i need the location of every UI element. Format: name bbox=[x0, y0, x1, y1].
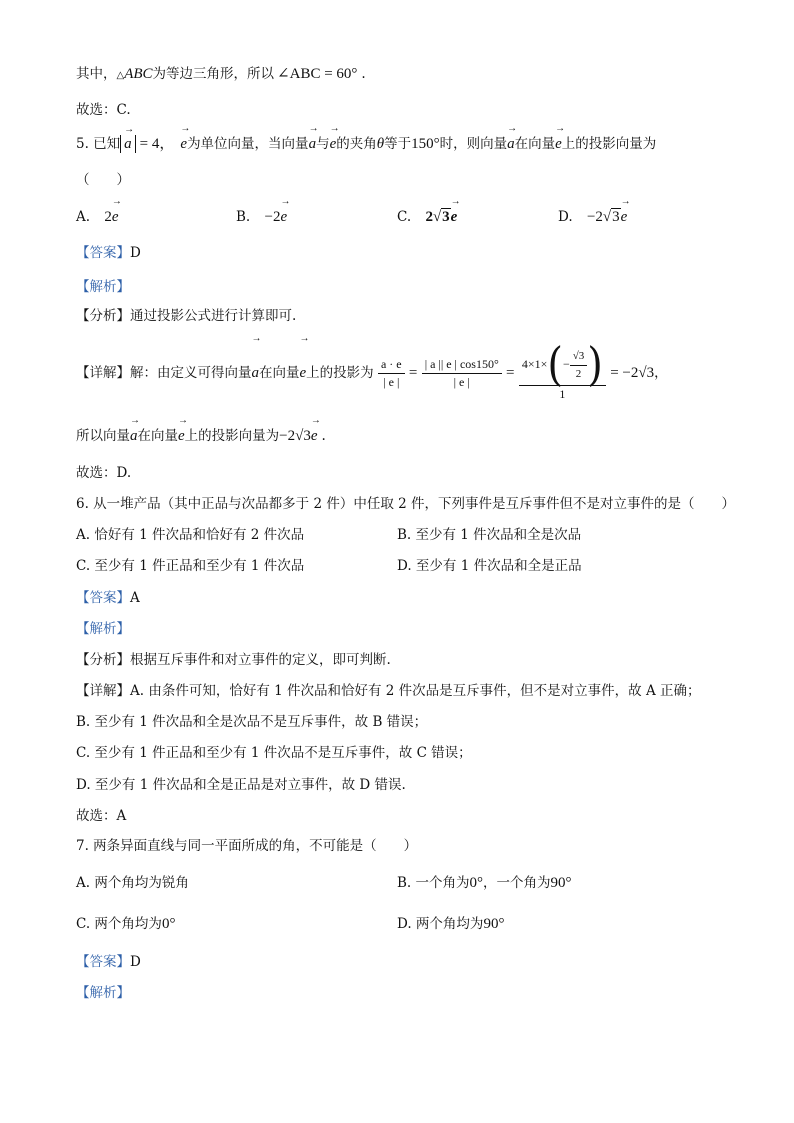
analysis-tag: 【解析】 bbox=[76, 985, 130, 1001]
text: 与 bbox=[316, 136, 330, 152]
q5-option-b bbox=[236, 207, 287, 227]
fraction-3 bbox=[519, 338, 606, 403]
text: 的夹角 bbox=[336, 136, 377, 152]
option-label: C. bbox=[397, 209, 412, 225]
text: 在向量 bbox=[514, 136, 556, 152]
q7-answer bbox=[76, 952, 141, 972]
fraction-1 bbox=[378, 356, 405, 391]
vector-a: → a bbox=[309, 134, 317, 154]
vector-a: → a bbox=[507, 134, 515, 154]
q6-detail-3: C. 至少有 1 件正品和至少有 1 件次品不是互斥事件，故 C 错误； bbox=[76, 745, 472, 761]
analysis-tag: 【解析】 bbox=[76, 279, 130, 295]
option-label: A. bbox=[76, 209, 91, 225]
vector-e: → e bbox=[311, 426, 318, 446]
coef: −2 bbox=[586, 209, 603, 225]
coef: 2 bbox=[425, 209, 433, 225]
math-90deg: 90° bbox=[550, 875, 572, 891]
vector-e: → e bbox=[555, 134, 562, 154]
detail-tag: 【详解】 bbox=[76, 365, 130, 382]
text: B. 一个角为 bbox=[397, 875, 470, 891]
q5-stem bbox=[76, 134, 656, 154]
q6-stem: 6. 从一堆产品（其中正品与次品都多于 2 件）中任取 2 件，下列事件是互斥事件但不是对立事件的是（ ） bbox=[76, 496, 736, 512]
conclusion-value: −2√3 bbox=[279, 428, 311, 444]
vector-e: → e bbox=[621, 207, 628, 227]
math-abc: ABC bbox=[124, 66, 153, 82]
q5-analysis bbox=[76, 277, 130, 297]
math-theta: θ bbox=[376, 136, 385, 152]
text: 上的投影向量为 bbox=[561, 136, 657, 152]
vector-a: → a bbox=[130, 426, 138, 446]
answer-tag: 【答案】 bbox=[76, 245, 130, 261]
text: 时，则向量 bbox=[439, 136, 508, 152]
q5-option-c: C. 2√3→ e bbox=[397, 207, 457, 227]
math-0deg: 0° bbox=[469, 875, 484, 891]
q7-analysis bbox=[76, 983, 130, 1003]
inner-numerator: √3 bbox=[570, 348, 588, 366]
text: 解：由定义可得向量 bbox=[130, 365, 252, 382]
text: 在向量 bbox=[259, 365, 300, 382]
q5-paren: （ ） bbox=[76, 172, 130, 188]
frac1-denominator: | e | bbox=[383, 375, 400, 390]
q5-fenxi bbox=[76, 306, 296, 326]
q6-detail-1 bbox=[76, 681, 701, 701]
text: 等于 bbox=[384, 136, 412, 152]
vector-a: → a bbox=[124, 135, 132, 153]
radicand: 3 bbox=[612, 209, 620, 225]
fenxi-text: 通过投影公式进行计算即可. bbox=[130, 308, 297, 324]
text: 在向量 bbox=[137, 428, 178, 444]
text: 所以向量 bbox=[76, 428, 130, 444]
q6-detail-2: B. 至少有 1 件次品和全是次品不是互斥事件，故 B 错误； bbox=[76, 714, 428, 730]
text: 为等边三角形，所以 bbox=[152, 66, 275, 82]
abs-a bbox=[120, 135, 136, 153]
text: 5. 已知 bbox=[76, 136, 121, 152]
text: C. 两个角均为 bbox=[76, 916, 162, 932]
coef: −2 bbox=[264, 209, 281, 225]
vector-e: → e bbox=[180, 134, 187, 154]
answer-tag: 【答案】 bbox=[76, 590, 130, 606]
triangle-symbol: △ bbox=[116, 70, 125, 81]
text: 为单位向量，当向量 bbox=[187, 136, 309, 152]
q6-analysis bbox=[76, 619, 130, 639]
detail-tag: 【详解】 bbox=[76, 683, 130, 699]
math-90deg: 90° bbox=[483, 916, 505, 932]
answer-value: D bbox=[130, 954, 141, 970]
answer-value: D bbox=[130, 245, 141, 261]
fenxi-tag: 【分析】 bbox=[76, 652, 130, 668]
q6-final: 故选：A bbox=[76, 808, 127, 824]
q7-option-c bbox=[76, 914, 175, 934]
radicand: 3 bbox=[442, 209, 450, 225]
frac2-numerator: | a || e | cos150° bbox=[422, 356, 502, 374]
vector-e: → e bbox=[300, 344, 307, 402]
vector-a: → a bbox=[252, 344, 260, 402]
text: 其中， bbox=[76, 66, 117, 82]
result: = −2√3 bbox=[610, 365, 655, 382]
fraction-2 bbox=[422, 356, 502, 391]
q7-stem: 7. 两条异面直线与同一平面所成的角，不可能是（ ） bbox=[76, 838, 418, 854]
answer-value: A bbox=[130, 590, 140, 606]
prev-answer-line: 故选：C. bbox=[76, 102, 131, 118]
q5-answer bbox=[76, 243, 141, 263]
q6-detail-4: D. 至少有 1 件次品和全是正品是对立事件，故 D 错误. bbox=[76, 777, 406, 793]
q6-option-c: C. 至少有 1 件正品和至少有 1 件次品 bbox=[76, 558, 305, 574]
option-label: B. bbox=[236, 209, 251, 225]
text: 4×1× bbox=[521, 357, 548, 371]
q5-option-d: D. −2√3→ e bbox=[558, 207, 627, 227]
math-150: 150° bbox=[411, 136, 440, 152]
q6-option-b: B. 至少有 1 件次品和全是次品 bbox=[397, 527, 582, 543]
vector-e: → e bbox=[178, 426, 185, 446]
fenxi-tag: 【分析】 bbox=[76, 308, 130, 324]
answer-tag: 【答案】 bbox=[76, 954, 130, 970]
math-0deg: 0° bbox=[161, 916, 176, 932]
q6-answer bbox=[76, 588, 140, 608]
text: ，一个角为 bbox=[483, 875, 551, 891]
inner-denominator: 2 bbox=[575, 367, 582, 380]
fenxi-text: 根据互斥事件和对立事件的定义，即可判断. bbox=[130, 652, 391, 668]
detail-text: A. 由条件可知，恰好有 1 件次品和恰好有 2 件次品是互斥事件，但不是对立事件，故 A 正确； bbox=[130, 683, 701, 699]
vector-e: → e bbox=[451, 207, 458, 227]
text: . bbox=[361, 66, 366, 82]
text: ， bbox=[654, 365, 668, 382]
q6-option-a: A. 恰好有 1 件次品和恰好有 2 件次品 bbox=[76, 527, 305, 543]
text: = 4， bbox=[139, 136, 175, 152]
q5-conclusion bbox=[76, 426, 326, 446]
vector-e: → e bbox=[330, 134, 337, 154]
text: . bbox=[321, 428, 326, 444]
vector-e: → e bbox=[280, 207, 287, 227]
text: 上的投影为 bbox=[306, 365, 374, 382]
q7-option-d bbox=[397, 914, 504, 934]
q7-option-a: A. 两个角均为锐角 bbox=[76, 875, 189, 891]
frac1-numerator: a · e bbox=[378, 356, 405, 374]
q7-option-b bbox=[397, 873, 572, 893]
analysis-tag: 【解析】 bbox=[76, 621, 130, 637]
frac3-denominator: 1 bbox=[559, 387, 566, 402]
q5-detail: 【详解】解：由定义可得向量→ a在向量→ e上的投影为 $\frac{a \cdot e}{| e |}$ = $\frac{| a || e | \cos 150^\circ}{| e |}$ = 4×1×(− $\frac{√3}{2}$ ) 1 = −2√3， bbox=[76, 344, 668, 406]
vector-e: → e bbox=[112, 207, 119, 227]
q6-option-d: D. 至少有 1 件次品和全是正品 bbox=[397, 558, 582, 574]
math-angle: ∠ABC = 60° bbox=[277, 66, 358, 82]
frac2-denominator: | e | bbox=[453, 375, 470, 390]
q6-fenxi bbox=[76, 650, 391, 670]
text: D. 两个角均为 bbox=[397, 916, 484, 932]
q5-option-a bbox=[76, 207, 119, 227]
coef: 2 bbox=[104, 209, 112, 225]
option-label: D. bbox=[558, 209, 573, 225]
q5-final: 故选：D. bbox=[76, 465, 132, 481]
frac3-numerator: 4×1×(− $\frac{√3}{2}$ ) bbox=[519, 344, 606, 386]
text: 上的投影向量为 bbox=[184, 428, 280, 444]
prev-conclusion-line bbox=[76, 64, 366, 86]
